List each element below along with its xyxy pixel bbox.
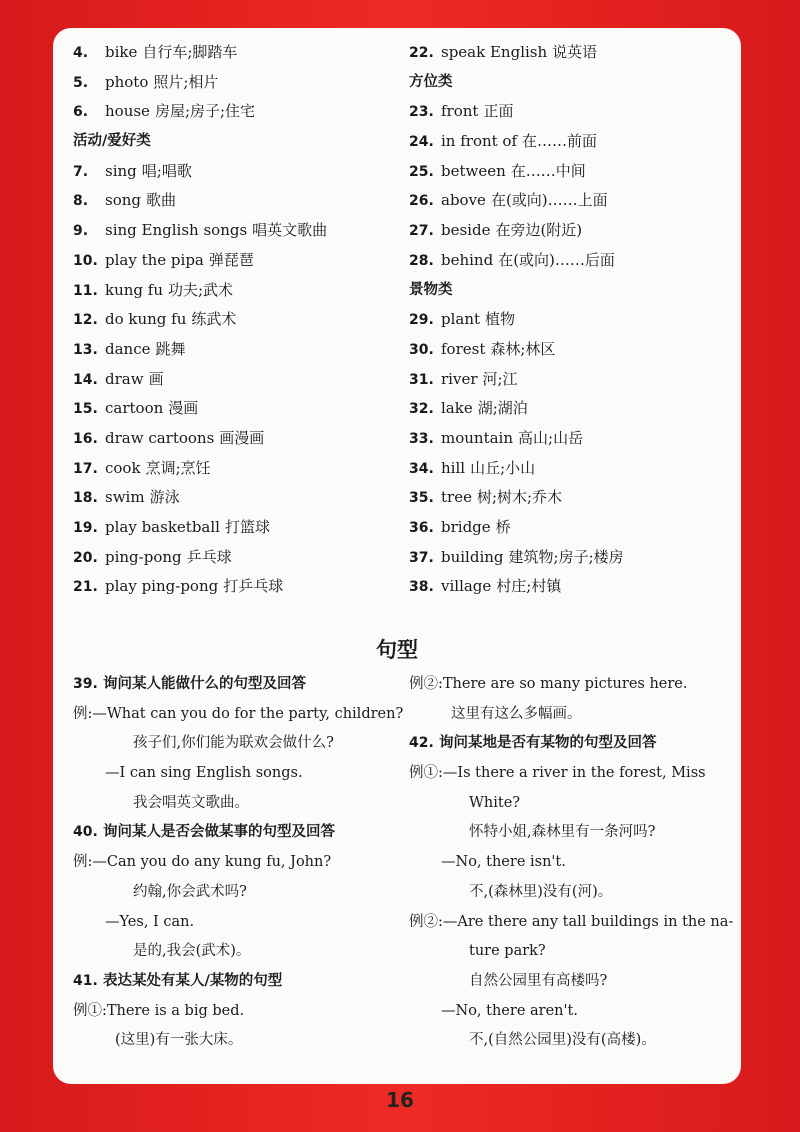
example-text: —Can you do any kung fu, John?	[92, 854, 332, 871]
example-line	[409, 908, 733, 938]
vocab-item	[73, 276, 403, 306]
pattern-heading	[73, 967, 403, 997]
item-number: 14.	[73, 371, 98, 388]
vocab-item	[409, 38, 739, 68]
item-number: 7.	[73, 163, 89, 180]
item-number: 9.	[73, 223, 89, 240]
chinese-meaning: 在(或向)……后面	[498, 250, 615, 269]
example-line	[409, 670, 733, 700]
translation-line: 不,(森林里)没有(河)。	[469, 883, 613, 900]
chinese-meaning: 植物	[485, 310, 516, 329]
pattern-number: 42.	[409, 735, 434, 752]
example-label: 例②:	[409, 676, 443, 692]
translation-line: 约翰,你会武术吗?	[133, 883, 247, 900]
vocab-item	[73, 38, 403, 68]
english-term: village	[441, 577, 492, 596]
english-term: river	[441, 369, 478, 388]
example-label: 例:	[73, 705, 93, 722]
english-term: kung fu	[105, 280, 163, 299]
vocab-item	[73, 394, 403, 424]
english-term: in front of	[441, 132, 518, 151]
chinese-meaning: 房屋;房子;住宅	[154, 102, 256, 121]
pattern-title: 表达某处有某人/某物的句型	[103, 972, 283, 989]
item-number: 38.	[409, 579, 434, 596]
english-term: beside	[441, 221, 491, 240]
vocab-item	[409, 216, 739, 246]
pattern-title: 询问某人能做什么的句型及回答	[103, 676, 306, 692]
item-number: 23.	[409, 104, 434, 121]
example-text: —Are there any tall buildings in the na-	[442, 913, 734, 930]
item-number: 8.	[73, 193, 89, 210]
chinese-meaning: 在……前面	[522, 132, 598, 151]
item-number: 36.	[409, 520, 434, 536]
category-heading: 活动/爱好类	[73, 133, 151, 150]
chinese-meaning: 画	[148, 369, 164, 388]
item-number: 26.	[409, 193, 434, 210]
chinese-meaning: 歌曲	[146, 191, 177, 210]
item-number: 20.	[73, 549, 98, 566]
chinese-meaning: 在旁边(附近)	[495, 221, 583, 240]
vocab-item	[409, 97, 739, 127]
item-number: 28.	[409, 252, 434, 269]
answer-line: —I can sing English songs.	[105, 765, 303, 782]
english-term: play ping-pong	[105, 577, 219, 596]
vocab-item	[73, 513, 403, 543]
item-number: 5.	[73, 74, 89, 91]
vocab-item	[409, 186, 739, 216]
vocab-item	[409, 246, 739, 276]
example-text: —What can you do for the party, children?	[92, 705, 404, 722]
english-term: photo	[105, 72, 149, 91]
continuation-line: ture park?	[469, 943, 546, 960]
chinese-meaning: 湖;湖泊	[477, 399, 528, 418]
item-number: 35.	[409, 490, 434, 507]
translation-line: 怀特小姐,森林里有一条河吗?	[469, 824, 656, 841]
english-term: above	[441, 191, 486, 210]
example-label: 例②:	[409, 913, 443, 930]
chinese-meaning: 打乒乓球	[223, 577, 284, 596]
item-number: 31.	[409, 371, 434, 388]
english-term: swim	[105, 488, 145, 507]
english-term: ping-pong	[105, 547, 182, 566]
answer-line: —No, there isn't.	[441, 854, 566, 871]
translation-line: 是的,我会(武术)。	[133, 943, 251, 960]
item-number: 16.	[73, 430, 98, 447]
answer-line: —No, there aren't.	[441, 1002, 578, 1019]
translation-line: 自然公园里有高楼吗?	[469, 972, 608, 989]
english-term: mountain	[441, 428, 514, 447]
vocab-item	[409, 365, 739, 395]
vocab-item	[409, 543, 739, 573]
vocab-item	[409, 572, 739, 602]
english-term: plant	[441, 310, 481, 329]
pattern-heading	[409, 729, 733, 759]
chinese-meaning: 森林;林区	[490, 339, 556, 358]
example-label: 例①:	[409, 765, 443, 782]
example-label: 例①:	[73, 1002, 107, 1019]
english-term: sing English songs	[105, 221, 248, 240]
english-term: dance	[105, 339, 151, 358]
patterns-column-right	[409, 670, 733, 1056]
english-term: cook	[105, 458, 141, 477]
example-label: 例:	[73, 854, 93, 871]
chinese-meaning: 河;江	[482, 369, 518, 388]
pattern-number: 40.	[73, 824, 98, 841]
vocab-item	[409, 424, 739, 454]
pattern-heading	[73, 818, 403, 848]
vocab-column-left	[73, 38, 403, 602]
vocab-item	[73, 365, 403, 395]
english-term: behind	[441, 250, 494, 269]
chinese-meaning: 练武术	[191, 310, 237, 329]
english-term: song	[105, 191, 141, 210]
english-term: tree	[441, 488, 472, 507]
chinese-meaning: 跳舞	[155, 339, 186, 358]
english-term: draw	[105, 369, 144, 388]
translation-line: 这里有这么多幅画。	[451, 705, 582, 722]
item-number: 24.	[409, 134, 434, 151]
vocab-item	[73, 97, 403, 127]
item-number: 37.	[409, 549, 434, 566]
chinese-meaning: 山丘;小山	[470, 458, 536, 477]
translation-line: (这里)有一张大床。	[115, 1032, 243, 1049]
english-term: front	[441, 102, 479, 121]
chinese-meaning: 自行车;脚踏车	[142, 43, 238, 61]
example-line	[73, 997, 403, 1027]
chinese-meaning: 画漫画	[219, 428, 265, 447]
vocab-item	[409, 305, 739, 335]
example-line	[73, 700, 403, 730]
english-term: bike	[105, 43, 138, 61]
continuation-line: White?	[469, 794, 521, 811]
english-term: house	[105, 102, 150, 121]
chinese-meaning: 说英语	[552, 43, 598, 61]
vocab-item	[409, 335, 739, 365]
english-term: cartoon	[105, 399, 164, 418]
item-number: 30.	[409, 341, 434, 358]
vocab-item	[409, 394, 739, 424]
pattern-heading	[73, 670, 403, 700]
translation-line: 孩子们,你们能为联欢会做什么?	[133, 735, 334, 752]
english-term: bridge	[441, 518, 491, 536]
item-number: 19.	[73, 520, 98, 536]
pattern-title: 询问某人是否会做某事的句型及回答	[103, 824, 335, 841]
item-number: 4.	[73, 45, 89, 61]
english-term: building	[441, 547, 504, 566]
category-heading: 景物类	[409, 281, 453, 298]
example-text: —Is there a river in the forest, Miss	[442, 765, 706, 782]
item-number: 29.	[409, 312, 434, 329]
vocab-item	[73, 305, 403, 335]
english-term: sing	[105, 161, 137, 180]
vocab-item	[73, 572, 403, 602]
content-card	[53, 28, 741, 1084]
chinese-meaning: 唱;唱歌	[141, 161, 192, 180]
vocab-item	[409, 127, 739, 157]
chinese-meaning: 正面	[483, 102, 514, 121]
chinese-meaning: 树;树木;乔木	[476, 488, 563, 507]
section-title: 句型	[376, 638, 418, 662]
vocab-item	[73, 68, 403, 98]
chinese-meaning: 桥	[495, 518, 511, 536]
item-number: 13.	[73, 341, 98, 358]
pattern-number: 41.	[73, 972, 98, 989]
vocab-item	[409, 157, 739, 187]
english-term: lake	[441, 399, 473, 418]
vocab-item	[73, 424, 403, 454]
item-number: 15.	[73, 401, 98, 418]
example-text: There are so many pictures here.	[442, 676, 688, 692]
vocab-item	[409, 513, 739, 543]
english-term: play basketball	[105, 518, 220, 536]
vocab-item	[73, 246, 403, 276]
chinese-meaning: 弹琵琶	[208, 250, 254, 269]
chinese-meaning: 唱英文歌曲	[252, 221, 328, 240]
pattern-title: 询问某地是否有某物的句型及回答	[439, 735, 657, 752]
page-number: 16	[386, 1088, 414, 1112]
item-number: 6.	[73, 104, 89, 121]
vocab-item	[73, 543, 403, 573]
translation-line: 不,(自然公园里)没有(高楼)。	[469, 1032, 656, 1049]
chinese-meaning: 乒乓球	[186, 547, 232, 566]
item-number: 32.	[409, 401, 434, 418]
example-line	[73, 848, 403, 878]
vocab-item	[73, 454, 403, 484]
chinese-meaning: 烹调;烹饪	[145, 458, 211, 477]
english-term: hill	[441, 458, 466, 477]
chinese-meaning: 建筑物;房子;楼房	[508, 547, 624, 566]
chinese-meaning: 照片;相片	[153, 72, 219, 91]
vocab-item	[73, 335, 403, 365]
item-number: 11.	[73, 282, 98, 299]
item-number: 34.	[409, 460, 434, 477]
item-number: 27.	[409, 223, 434, 240]
english-term: do kung fu	[105, 310, 187, 329]
item-number: 18.	[73, 490, 98, 507]
item-number: 33.	[409, 430, 434, 447]
vocab-item	[73, 186, 403, 216]
chinese-meaning: 在(或向)……上面	[490, 191, 608, 210]
english-term: draw cartoons	[105, 428, 215, 447]
vocab-item	[409, 454, 739, 484]
english-term: forest	[441, 339, 486, 358]
vocab-item	[73, 483, 403, 513]
vocab-item	[409, 483, 739, 513]
vocab-column-right	[409, 38, 739, 602]
item-number: 10.	[73, 252, 98, 269]
english-term: between	[441, 161, 506, 180]
chinese-meaning: 漫画	[168, 399, 199, 418]
vocab-item	[73, 216, 403, 246]
item-number: 17.	[73, 460, 98, 477]
item-number: 22.	[409, 45, 434, 61]
chinese-meaning: 高山;山岳	[518, 428, 584, 447]
english-term: play the pipa	[105, 250, 204, 269]
vocab-item	[73, 157, 403, 187]
example-line	[409, 759, 733, 789]
chinese-meaning: 功夫;武术	[168, 280, 234, 299]
answer-line: —Yes, I can.	[105, 913, 195, 930]
translation-line: 我会唱英文歌曲。	[133, 794, 249, 811]
patterns-column-left	[73, 670, 403, 1056]
item-number: 12.	[73, 312, 98, 329]
category-heading: 方位类	[409, 73, 453, 90]
item-number: 25.	[409, 163, 434, 180]
chinese-meaning: 打篮球	[224, 518, 270, 536]
chinese-meaning: 游泳	[149, 488, 180, 507]
pattern-number: 39.	[73, 676, 98, 692]
example-text: There is a big bed.	[106, 1002, 245, 1019]
chinese-meaning: 村庄;村镇	[496, 577, 562, 596]
chinese-meaning: 在……中间	[510, 161, 586, 180]
item-number: 21.	[73, 579, 98, 596]
english-term: speak English	[441, 43, 548, 61]
